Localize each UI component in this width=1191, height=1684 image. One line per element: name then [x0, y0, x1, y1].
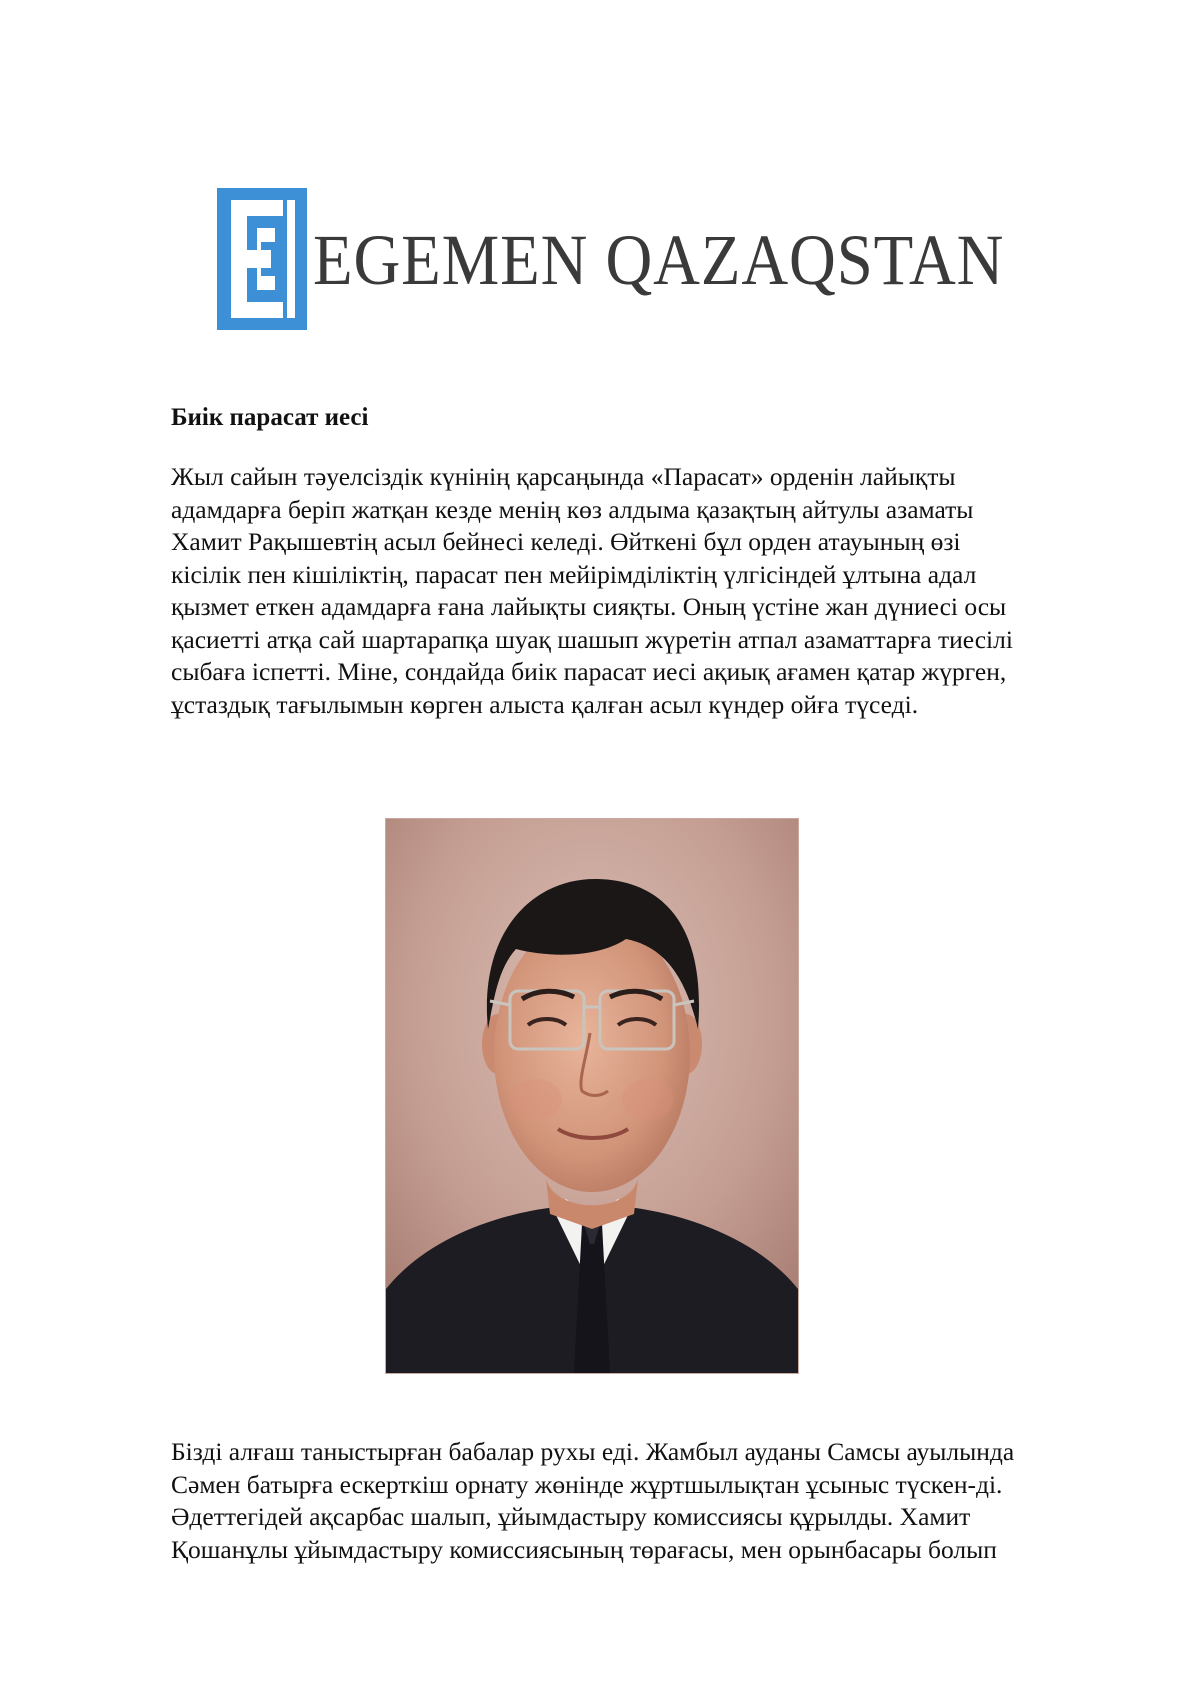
paragraph-line: Әдеттегідей ақсарбас шалып, ұйымдастыру комиссиясы құрылды. Хамит: [171, 1502, 971, 1531]
paragraph-line: Хамит Рақышевтің асыл бейнесі келеді. Өйткені бұл орден атауының өзі: [171, 527, 961, 556]
article-title: Биік парасат иесі: [171, 404, 369, 431]
article-paragraph-1: [171, 461, 1116, 721]
article-paragraph-2: [171, 1436, 1116, 1566]
paragraph-line: адамдарға беріп жатқан кезде менің көз алдыма қазақтың айтулы азаматы: [171, 494, 974, 524]
paragraph-line: Бізді алғаш таныстырған бабалар рухы еді. Жамбыл ауданы Самсы ауылында: [171, 1437, 1015, 1466]
paragraph-line: сыбаға іспетті. Міне, сондайда биік парасат иесі ақиық ағамен қатар жүрген,: [171, 657, 1007, 686]
portrait-illustration: [386, 819, 798, 1373]
masthead-logo-text: EGEMEN QAZAQSTAN: [313, 220, 1005, 300]
masthead: [217, 188, 1047, 330]
paragraph-line: Қошанұлы ұйымдастыру комиссиясының төрағасы, мен орынбасары болып: [171, 1534, 997, 1564]
paragraph-line: қызмет еткен адамдарға ғана лайықты сияқты. Оның үстіне жан дүниесі осы: [171, 592, 1007, 621]
portrait-photo: [385, 818, 799, 1374]
paragraph-line: Сәмен батырға ескерткіш орнату жөнінде жұртшылықтан ұсыныс түскен-ді.: [171, 1469, 1003, 1499]
e-logo-icon: [217, 188, 307, 330]
paragraph-line: кісілік пен кішіліктің, парасат пен мейірімділіктің үлгісіндей ұлтына адал: [171, 559, 977, 589]
paragraph-line: қасиетті атқа сай шартарапқа шуақ шашып жүретін атпал азаматтарға тиесілі: [171, 624, 1013, 654]
paragraph-line: Жыл сайын тәуелсіздік күнінің қарсаңында «Парасат» орденін лайықты: [171, 462, 956, 491]
paragraph-line: ұстаздық тағылымын көрген алыста қалған асыл күндер ойға түседі.: [171, 689, 919, 719]
